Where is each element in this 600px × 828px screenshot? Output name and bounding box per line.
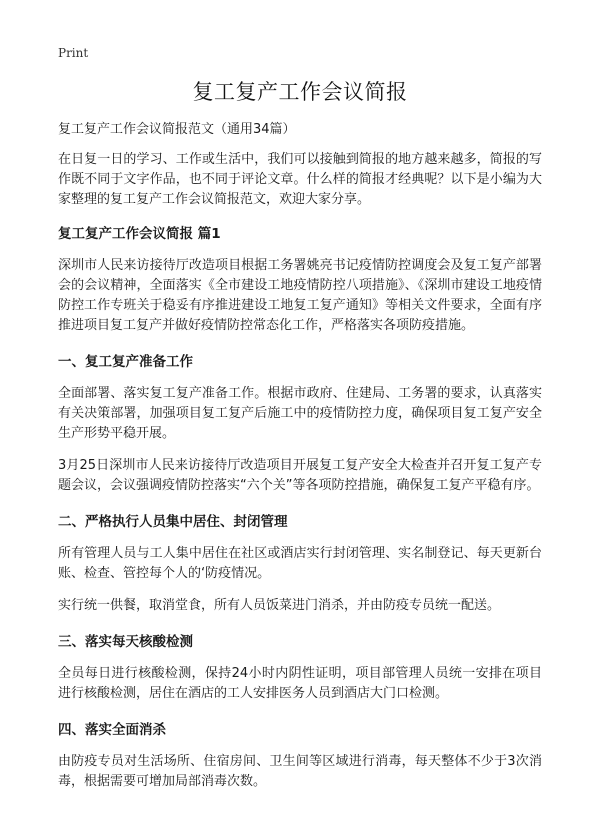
print-link[interactable]: Print: [58, 46, 89, 60]
paragraph-1a: 全面部署、落实复工复产准备工作。根据市政府、住建局、工务署的要求，认真落实有关决策部署，加强项目复工复产后施工中的疫情防控力度，确保项目复工复产安全生产形势平稳开展。: [58, 386, 542, 441]
paragraph-2b: 实行统一供餐，取消堂食，所有人员饭菜进门消杀，并由防疫专员统一配送。: [58, 598, 501, 613]
heading-4: 四、落实全面消杀: [58, 722, 166, 738]
paragraph-1: 深圳市人民来访接待厅改造项目根据工务署姚亮书记疫情防控调度会及复工复产部署会的会议精神，全面落实《全市建设工地疫情防控八项措施》、《深圳市建设工地疫情防控工作专班关于稳妥有序推进建设工地复工复产通知》等相关文件要求，全面有序推进项目复工复产并做好疫情防控常态化工作，严格落实各项防疫措施。: [58, 258, 542, 333]
heading-3: 三、落实每天核酸检测: [58, 634, 193, 650]
page-title: 复工复产工作会议简报: [192, 80, 408, 104]
intro-paragraph: 在日复一日的学习、工作或生活中，我们可以接触到简报的地方越来越多，简报的写作既不同于文字作品，也不同于评论文章。什么样的简报才经典呢？以下是小编为大家整理的复工复产工作会议简报范文，欢迎大家分享。: [58, 152, 542, 207]
paragraph-2a: 所有管理人员与工人集中居住在社区或酒店实行封闭管理、实名制登记、每天更新台账、检查、管控每个人的‘防疫情况。: [58, 546, 542, 581]
heading-2: 二、严格执行人员集中居住、封闭管理: [58, 514, 288, 530]
section-title: 复工复产工作会议简报 篇1: [58, 226, 221, 242]
heading-1: 一、复工复产准备工作: [58, 354, 193, 370]
document-body: [58, 120, 542, 804]
paragraph-4: 由防疫专员对生活场所、住宿房间、卫生间等区域进行消毒，每天整体不少于3次消毒，根据需要可增加局部消毒次数。: [58, 754, 542, 789]
paragraph-1b: 3月25日深圳市人民来访接待厅改造项目开展复工复产安全大检查并召开复工复产专题会议，会议强调疫情防控落实“六个关”等各项防控措施，确保复工复产平稳有序。: [58, 458, 542, 493]
document-subtitle: 复工复产工作会议简报范文（通用34篇）: [58, 122, 296, 137]
paragraph-3: 全员每日进行核酸检测，保持24小时内阴性证明，项目部管理人员统一安排在项目进行核酸检测，居住在酒店的工人安排医务人员到酒店大门口检测。: [58, 666, 542, 701]
